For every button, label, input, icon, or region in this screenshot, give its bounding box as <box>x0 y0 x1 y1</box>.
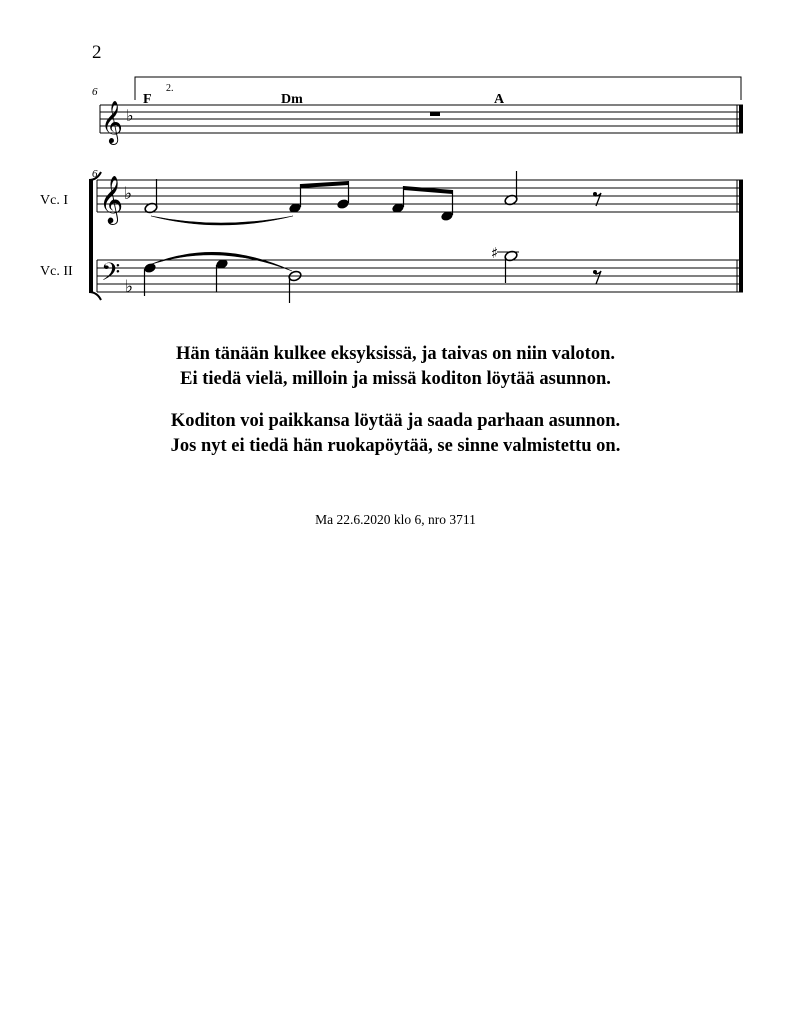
lyrics-line: Jos nyt ei tiedä hän ruokapöytää, se sinne valmistettu on. <box>170 436 621 456</box>
chord-symbol: A <box>494 92 505 107</box>
final-barline <box>739 105 743 133</box>
footer-date-number: Ma 22.6.2020 klo 6, nro 3711 <box>315 512 476 527</box>
beam <box>404 186 453 194</box>
sharp-icon: ♯ <box>491 244 499 262</box>
lyrics-verse <box>0 342 791 392</box>
notes-vc1 <box>144 171 601 225</box>
flat-icon: ♭ <box>125 277 134 297</box>
staff-vc1 <box>97 180 743 212</box>
part-label-vc1: Vc. I <box>40 193 68 208</box>
treble-clef-icon: 𝄞 <box>101 100 123 143</box>
chord-symbol: F <box>143 92 152 107</box>
whole-rest-icon <box>430 112 440 116</box>
page-number: 2 <box>92 42 102 63</box>
chord-symbol: Dm <box>281 92 303 107</box>
measure-number: 6 <box>92 168 98 180</box>
notes-vc2 <box>143 244 601 303</box>
staff-chords <box>100 105 743 133</box>
volta-bracket <box>135 77 741 100</box>
lyrics-line: Koditon voi paikkansa löytää ja saada parhaan asunnon. <box>170 411 621 431</box>
tie <box>151 216 293 225</box>
music-score <box>0 0 791 320</box>
final-barline <box>739 180 743 292</box>
lyrics <box>0 342 791 476</box>
treble-clef-icon: 𝄞 <box>99 175 124 223</box>
eighth-rest-icon <box>593 270 601 284</box>
lyrics-line: Ei tiedä vielä, milloin ja missä koditon löytää asunnon. <box>180 369 611 389</box>
beam <box>301 181 349 188</box>
staff-vc2 <box>97 260 743 292</box>
measure-number: 6 <box>92 86 98 98</box>
note-f3-quarter <box>143 262 157 274</box>
note-g4-eighth <box>336 198 350 210</box>
bass-clef-icon: 𝄢 <box>101 258 121 293</box>
flat-icon: ♭ <box>126 106 134 125</box>
part-label-vc2: Vc. II <box>40 264 73 279</box>
flat-icon: ♭ <box>124 184 133 204</box>
lyrics-verse <box>0 409 791 459</box>
volta-label: 2. <box>166 83 174 94</box>
lyrics-line: Hän tänään kulkee eksyksissä, ja taivas on niin valoton. <box>176 344 615 364</box>
